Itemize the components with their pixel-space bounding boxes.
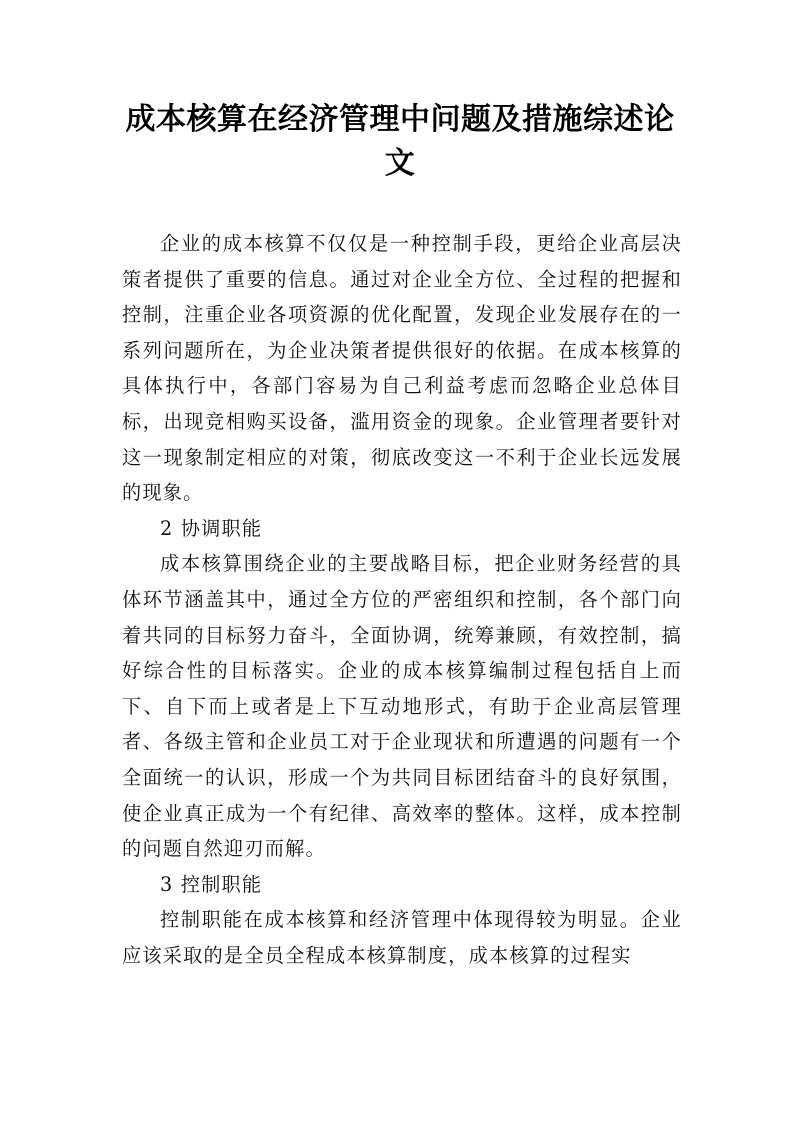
paragraph-control: 控制职能在成本核算和经济管理中体现得较为明显。企业应该采取的是全员全程成本核算制度，成本核算的过程实 <box>122 908 682 967</box>
paragraph-coordination: 成本核算围绕企业的主要战略目标，把企业财务经营的具体环节涵盖其中，通过全方位的严密组织和控制，各个部门向着共同的目标努力奋斗，全面协调，统筹兼顾，有效控制，搞好综合性的目标落实。企业的成本核算编制过程包括自上而下、自下而上或者是上下互动地形式，有助于企业高层管理者、各级主管和企业员工对于企业现状和所遭遇的问题有一个全面统一的认识，形成一个为共同目标团结奋斗的良好氛围，使企业真正成为一个有纪律、高效率的整体。这样，成本控制的问题自然迎刃而解。 <box>122 552 682 861</box>
section-heading-control: 3 控制职能 <box>160 872 263 896</box>
paragraph-intro: 企业的成本核算不仅仅是一种控制手段，更给企业高层决策者提供了重要的信息。通过对企业全方位、全过程的把握和控制，注重企业各项资源的优化配置，发现企业发展存在的一系列问题所在，为企业决策者提供很好的依据。在成本核算的具体执行中，各部门容易为自己利益考虑而忽略企业总体目标，出现竞相购买设备，滥用资金的现象。企业管理者要针对这一现象制定相应的对策，彻底改变这一不利于企业长远发展的现象。 <box>122 232 682 505</box>
section-heading-coordination: 2 协调职能 <box>160 516 263 540</box>
document-title: 成本核算在经济管理中问题及措施综述论文 <box>125 102 675 181</box>
document-body <box>122 226 682 973</box>
